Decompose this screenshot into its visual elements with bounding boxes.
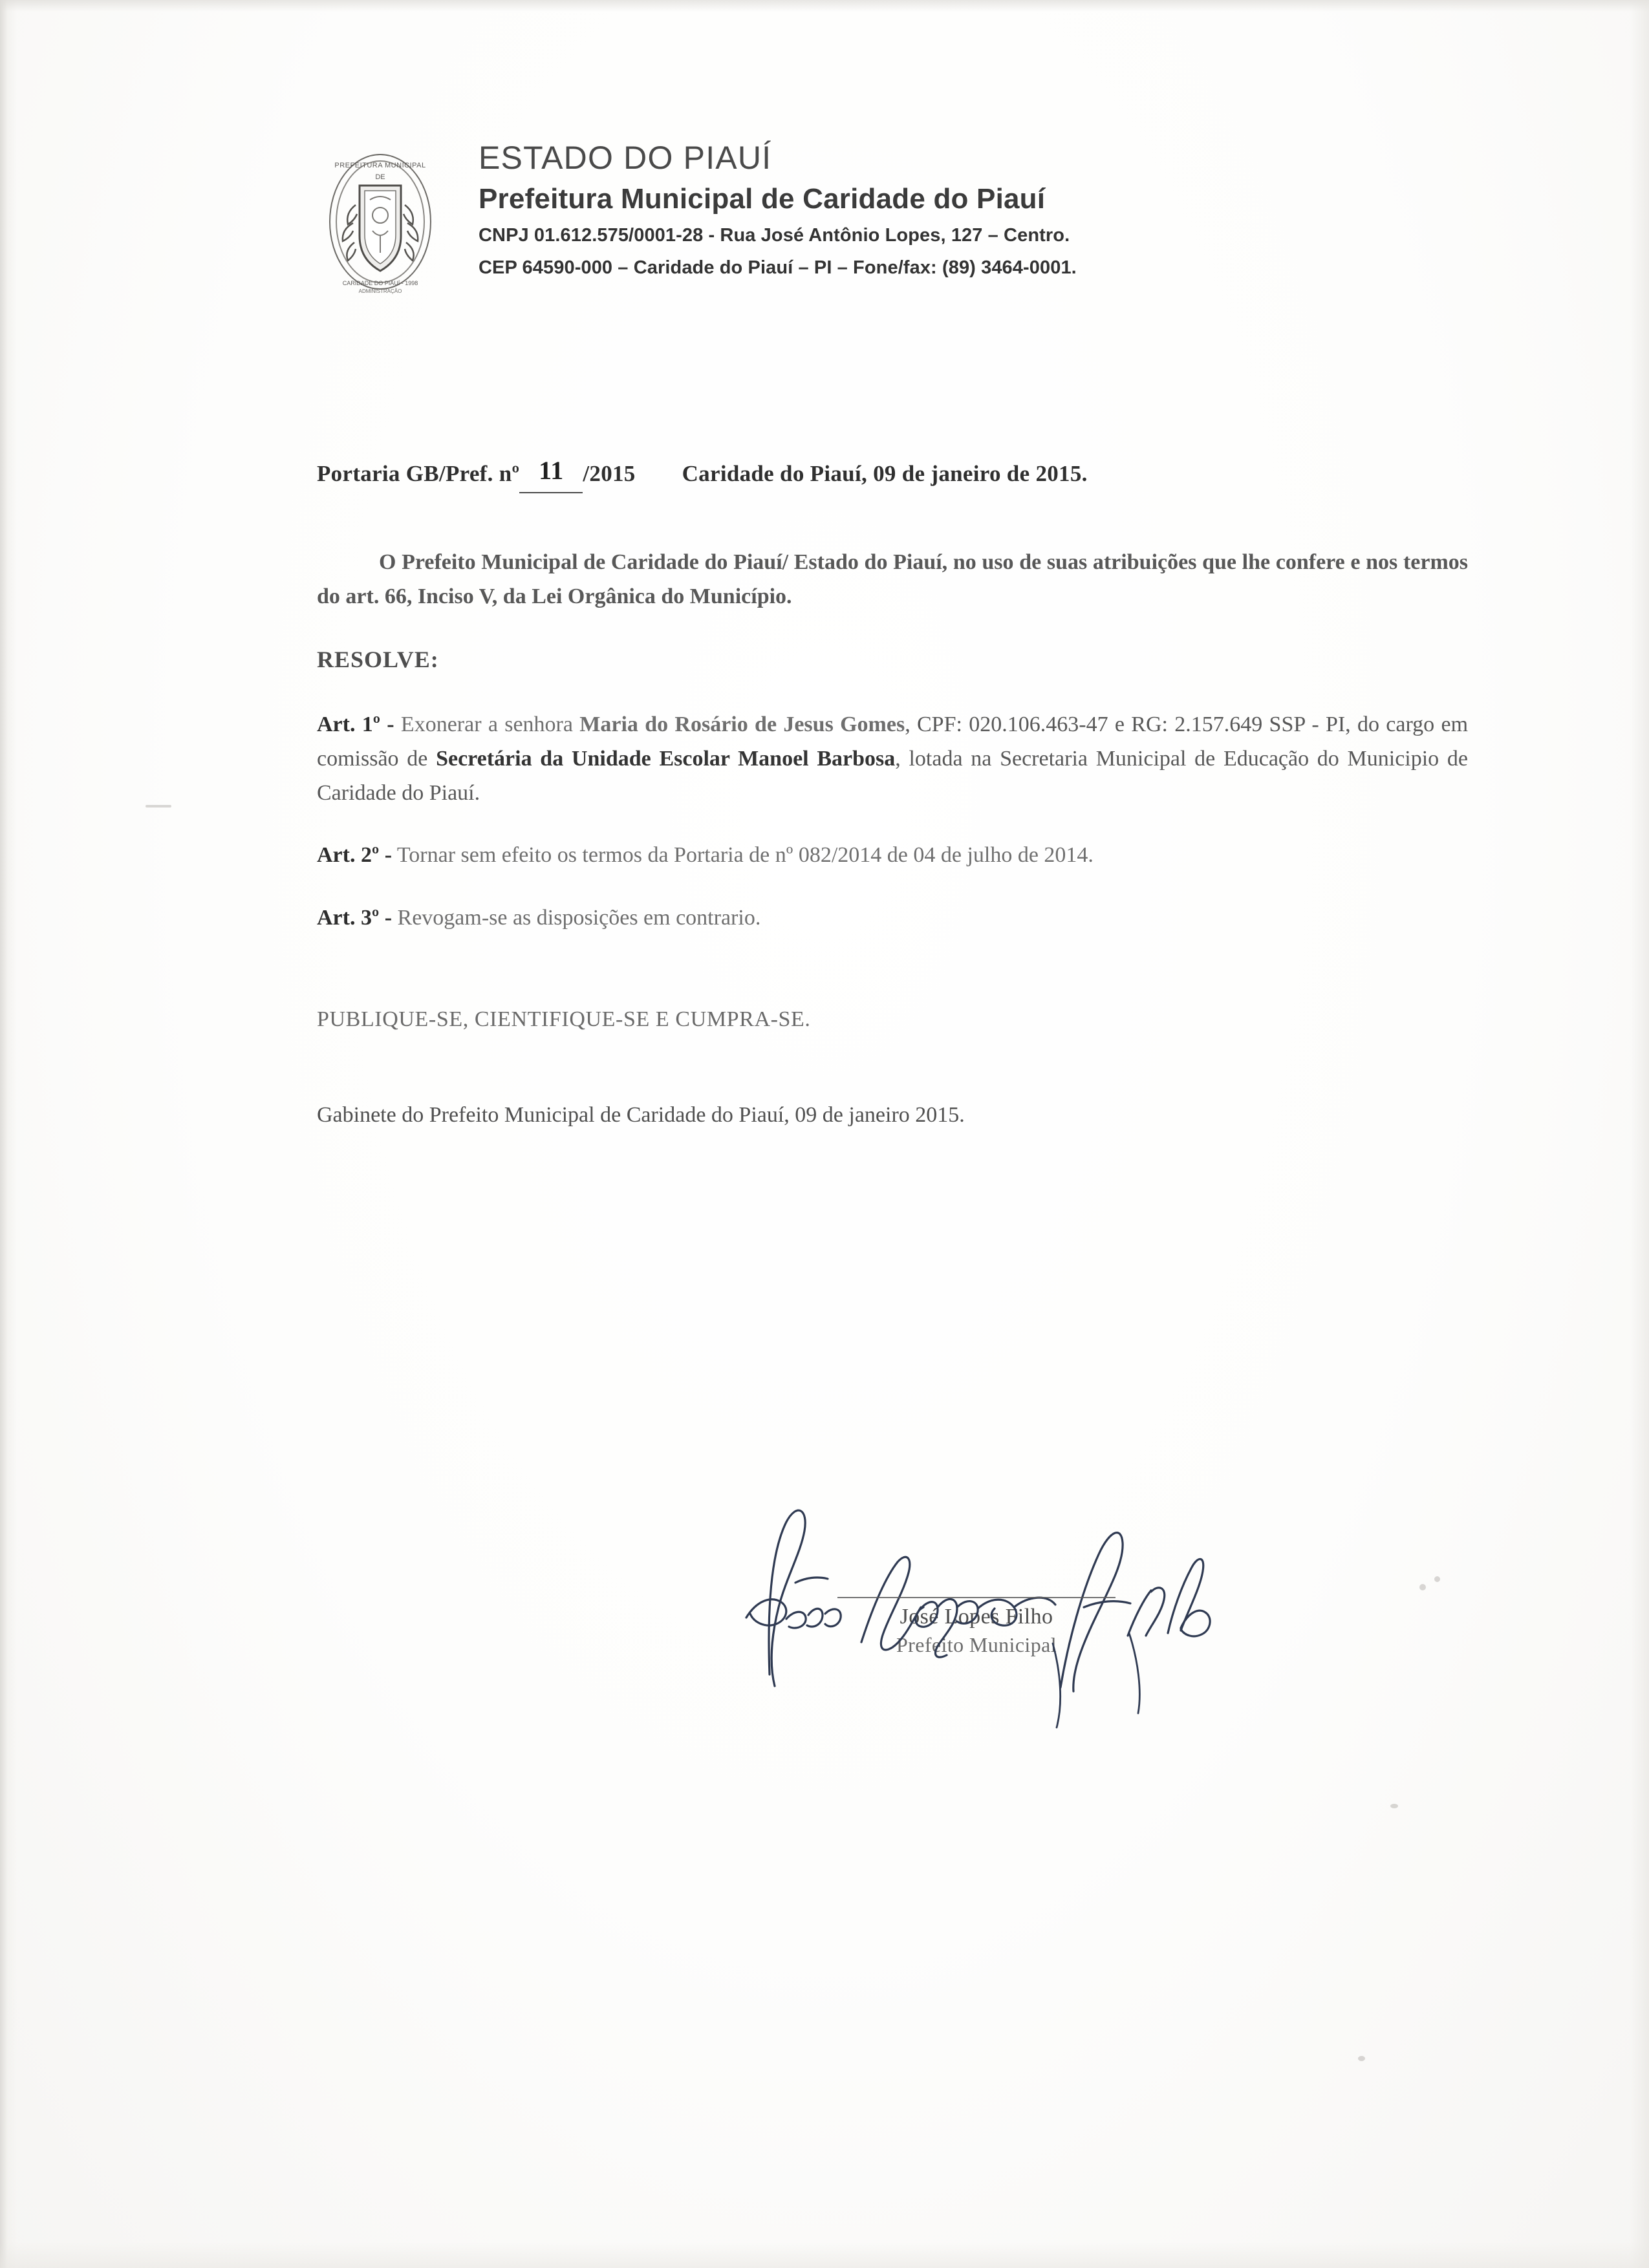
portaria-heading xyxy=(317,453,1468,495)
article-1 xyxy=(317,708,1468,810)
article-1-text-1: Exonerar a senhora xyxy=(394,712,580,737)
article-3 xyxy=(317,901,1468,936)
header-cnpj-address-line: CNPJ 01.612.575/0001-28 - Rua José Antônio Lopes, 127 – Centro. xyxy=(479,225,1070,246)
article-2-head: Art. 2º - xyxy=(317,843,393,868)
portaria-place-date: Caridade do Piauí, 09 de janeiro de 2015. xyxy=(682,461,1088,486)
signature-title: Prefeito Municipal xyxy=(896,1633,1057,1656)
scan-speck xyxy=(1419,1584,1426,1590)
header-cep-phone-line: CEP 64590-000 – Caridade do Piauí – PI – Fone/fax: (89) 3464-0001. xyxy=(479,257,1077,279)
article-1-text-2: , CPF: 020.106.463-47 e RG: 2.157.649 SSP - PI, do cargo em comissão de xyxy=(317,712,1469,771)
preamble-paragraph: O Prefeito Municipal de Caridade do Piauí/ Estado do Piauí, no uso de suas atribuições que lhe confere e nos termos do art. 66, Inciso V, da Lei Orgânica do Município. xyxy=(317,550,1468,608)
scan-edge-bottom xyxy=(0,2242,1649,2268)
article-3-text: Revogam-se as disposições em contrario. xyxy=(392,905,761,930)
article-3-head: Art. 3º - xyxy=(317,905,393,930)
signature-block xyxy=(731,1597,1222,1657)
portaria-label: Portaria GB/Pref. nº xyxy=(317,461,520,486)
publish-line: PUBLIQUE-SE, CIENTIFIQUE-SE E CUMPRA-SE. xyxy=(317,1007,811,1031)
scan-speck xyxy=(146,805,171,808)
scan-edge-right xyxy=(1630,0,1649,2268)
closing-line: Gabinete do Prefeito Municipal de Caridade do Piauí, 09 de janeiro 2015. xyxy=(317,1103,965,1128)
article-1-text-3: , lotada na Secretaria Municipal de Educação do Municipio de Caridade do Piauí. xyxy=(317,746,1468,805)
signature-name: José Lopes Filho xyxy=(900,1605,1053,1629)
portaria-number: 11 xyxy=(519,451,583,493)
resolve-label: RESOLVE: xyxy=(317,647,439,673)
portaria-year: /2015 xyxy=(583,461,636,486)
scan-speck xyxy=(1434,1576,1440,1582)
scan-speck xyxy=(1390,1804,1398,1808)
svg-text:ADMINISTRAÇÃO: ADMINISTRAÇÃO xyxy=(358,288,402,294)
document-body xyxy=(317,453,1468,1133)
article-1-position: Secretária da Unidade Escolar Manoel Barbosa xyxy=(436,746,896,771)
article-1-person-name: Maria do Rosário de Jesus Gomes xyxy=(579,712,905,737)
svg-text:DE: DE xyxy=(375,173,385,181)
svg-text:PREFEITURA MUNICIPAL: PREFEITURA MUNICIPAL xyxy=(334,162,426,169)
header-state-line: ESTADO DO PIAUÍ xyxy=(479,140,772,176)
header-city-hall-line: Prefeitura Municipal de Caridade do Piauí xyxy=(479,183,1046,215)
letterhead xyxy=(317,139,1416,294)
municipal-coat-of-arms-icon xyxy=(316,145,445,301)
article-2 xyxy=(317,839,1468,873)
svg-text:CARIDADE DO PIAUÍ - 1998: CARIDADE DO PIAUÍ - 1998 xyxy=(342,280,418,286)
scan-edge-top xyxy=(0,0,1649,12)
signature-rule xyxy=(837,1597,1116,1598)
scan-edge-left xyxy=(0,0,17,2268)
scan-speck xyxy=(1358,2056,1365,2061)
article-2-text: Tornar sem efeito os termos da Portaria de nº 082/2014 de 04 de julho de 2014. xyxy=(392,843,1094,868)
article-1-head: Art. 1º - xyxy=(317,712,394,737)
